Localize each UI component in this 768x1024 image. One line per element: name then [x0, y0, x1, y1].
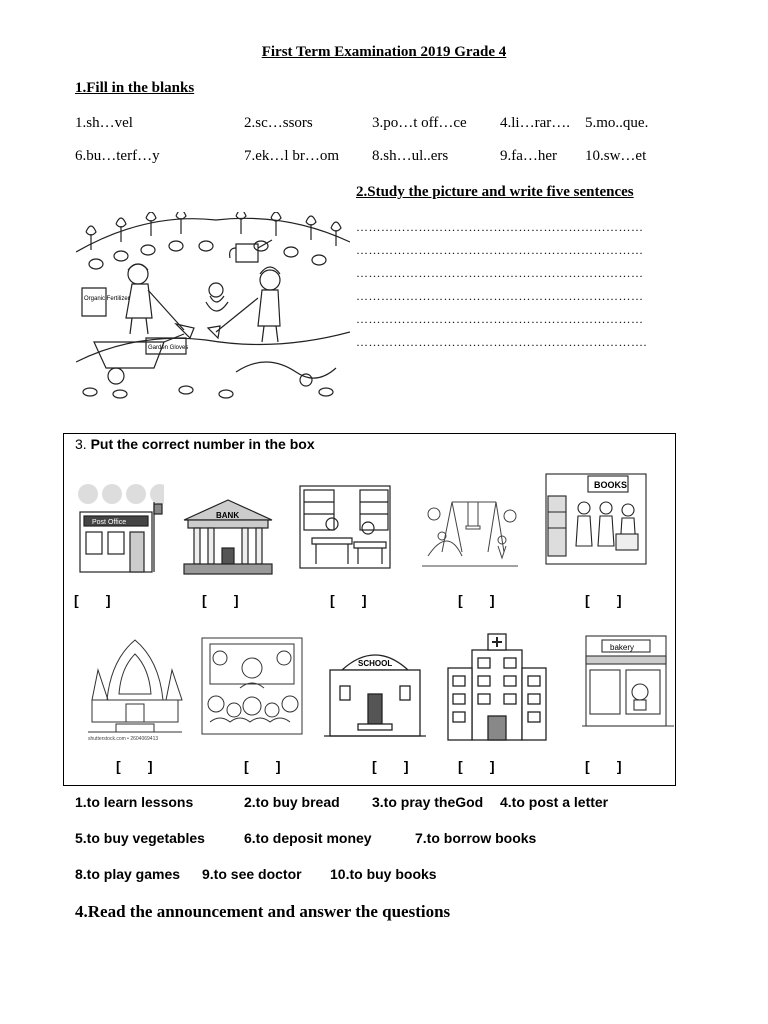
vegetable-market-image	[200, 628, 304, 740]
option-10: 10.to buy books	[330, 866, 437, 882]
option-9: 9.to see doctor	[202, 866, 302, 882]
blank-item-6: 6.bu…terf…y	[75, 148, 160, 164]
writing-line-2: ……………………………………………………………	[356, 243, 644, 257]
page-title: First Term Examination 2019 Grade 4	[261, 44, 507, 60]
option-4: 4.to post a letter	[500, 794, 609, 810]
bookshop-sign: BOOKS	[594, 480, 628, 490]
hospital-image	[444, 632, 550, 744]
answer-box-1[interactable]: [ ]	[74, 592, 111, 608]
bakery-sign: bakery	[610, 643, 635, 652]
post-office-image	[76, 482, 164, 576]
writing-line-5: ……………………………………………………………	[356, 312, 644, 326]
section2-heading: 2.Study the picture and write five sentences	[356, 184, 634, 200]
blank-item-8: 8.sh…ul..ers	[372, 148, 449, 164]
blank-item-2: 2.sc…ssors	[244, 115, 313, 131]
answer-box-10[interactable]: [ ]	[585, 758, 622, 774]
section3-heading-text: Put the correct number in the box	[90, 436, 315, 452]
temple-caption: shutterstock.com • 2604069413	[88, 736, 159, 742]
writing-line-3: ……………………………………………………………	[356, 266, 644, 280]
organic-fertilizer-label: Organic Fertilizer	[84, 296, 130, 302]
answer-box-5[interactable]: [ ]	[585, 592, 622, 608]
garden-picture	[76, 212, 350, 402]
answer-box-6[interactable]: [ ]	[116, 758, 153, 774]
option-2: 2.to buy bread	[244, 794, 340, 810]
blank-item-1: 1.sh…vel	[75, 115, 133, 131]
blank-item-10: 10.sw…et	[585, 148, 647, 164]
bakery-image	[580, 626, 676, 738]
option-7: 7.to borrow books	[415, 830, 537, 846]
option-1: 1.to learn lessons	[75, 794, 194, 810]
playground-image	[422, 496, 518, 574]
school-image	[322, 640, 428, 740]
blank-item-9: 9.fa…her	[500, 148, 558, 164]
post-office-sign: Post Office	[92, 519, 127, 526]
temple-image	[86, 634, 184, 742]
blank-item-5: 5.mo..que.	[585, 115, 649, 131]
garden-gloves-label: Garden Gloves	[148, 345, 189, 351]
answer-box-4[interactable]: [ ]	[458, 592, 495, 608]
section3-number: 3.	[75, 436, 87, 452]
library-image	[298, 484, 392, 570]
answer-box-2[interactable]: [ ]	[202, 592, 239, 608]
bookshop-image	[544, 472, 648, 568]
answer-box-9[interactable]: [ ]	[458, 758, 495, 774]
section3-heading	[75, 436, 315, 452]
section1-heading: 1.Fill in the blanks	[75, 80, 195, 96]
section4-heading: 4.Read the announcement and answer the questions	[75, 902, 451, 921]
answer-box-8[interactable]: [ ]	[372, 758, 409, 774]
blank-item-4: 4.li…rar….	[500, 115, 570, 131]
school-sign: SCHOOL	[358, 659, 393, 668]
writing-line-6: …………………………………………………………….	[356, 335, 647, 349]
option-8: 8.to play games	[75, 866, 181, 882]
writing-line-4: ……………………………………………………………	[356, 289, 644, 303]
option-6: 6.to deposit money	[244, 830, 372, 846]
blank-item-7: 7.ek…l br…om	[244, 148, 339, 164]
bank-image	[182, 498, 274, 576]
answer-box-7[interactable]: [ ]	[244, 758, 281, 774]
writing-line-1: ……………………………………………………………	[356, 220, 644, 234]
blank-item-3: 3.po…t off…ce	[372, 115, 467, 131]
bank-sign: BANK	[216, 511, 240, 520]
option-3: 3.to pray theGod	[372, 794, 484, 810]
answer-box-3[interactable]: [ ]	[330, 592, 367, 608]
option-5: 5.to buy vegetables	[75, 830, 205, 846]
